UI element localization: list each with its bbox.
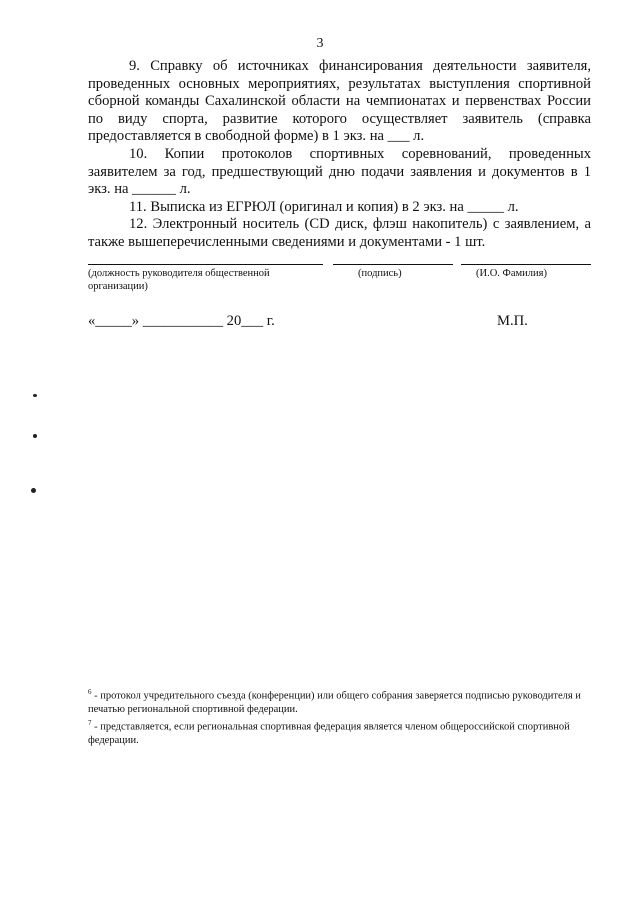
footnote-text: - представляется, если региональная спортивная федерация является членом общероссийской спортивной федерации. — [88, 721, 570, 747]
list-item — [88, 58, 591, 146]
scan-mark — [31, 488, 36, 493]
footnote — [88, 717, 598, 747]
list-item — [88, 146, 591, 199]
footnotes — [88, 686, 598, 749]
item-text: Электронный носитель (CD диск, флэш накопитель) с заявлением, а также вышеперечисленными сведениями и документами - 1 шт. — [88, 216, 591, 250]
list-item — [88, 199, 591, 217]
footnote-mark: 6 — [88, 688, 92, 696]
list-item — [88, 216, 591, 251]
name-line — [461, 264, 591, 265]
item-text: Справку об источниках финансирования деятельности заявителя, проведенных основных мероприятиях, результатах выступления спортивной сборной команды Сахалинской области на чемпионатах и первенствах России по виду спорта, развитие которого осуществляет заявитель (справка предоставляется в свободной форме) в 1 экз. на ___ л. — [88, 58, 591, 145]
item-number: 10. — [129, 145, 148, 162]
scan-mark — [33, 394, 37, 397]
footnote-text: - протокол учредительного съезда (конференции) или общего собрания заверяется подписью руководителя и печатью региональной спортивной федерации. — [88, 690, 581, 715]
document-list — [88, 58, 591, 252]
date-line: «_____» ___________ 20___ г. — [88, 313, 275, 329]
name-caption: (И.О. Фамилия) — [476, 268, 547, 279]
position-line — [88, 264, 323, 265]
scan-mark — [33, 434, 37, 438]
signature-caption: (подпись) — [358, 268, 402, 279]
item-number: 12. — [129, 216, 148, 233]
item-text: Копии протоколов спортивных соревнований, проведенных заявителем за год, предшествующий дню подачи заявления и документов в 1 экз. на ______ л. — [88, 145, 591, 198]
item-number: 9. — [129, 58, 140, 74]
position-caption: (должность руководителя общественной организации) — [88, 268, 270, 292]
page-number: 3 — [316, 36, 324, 51]
item-text: Выписка из ЕГРЮЛ (оригинал и копия) в 2 экз. на _____ л. — [150, 198, 519, 215]
signature-line — [333, 264, 453, 265]
footnote-mark: 7 — [88, 719, 92, 728]
item-number: 11. — [129, 198, 147, 215]
footnote — [88, 686, 598, 716]
stamp-label: М.П. — [497, 313, 528, 329]
